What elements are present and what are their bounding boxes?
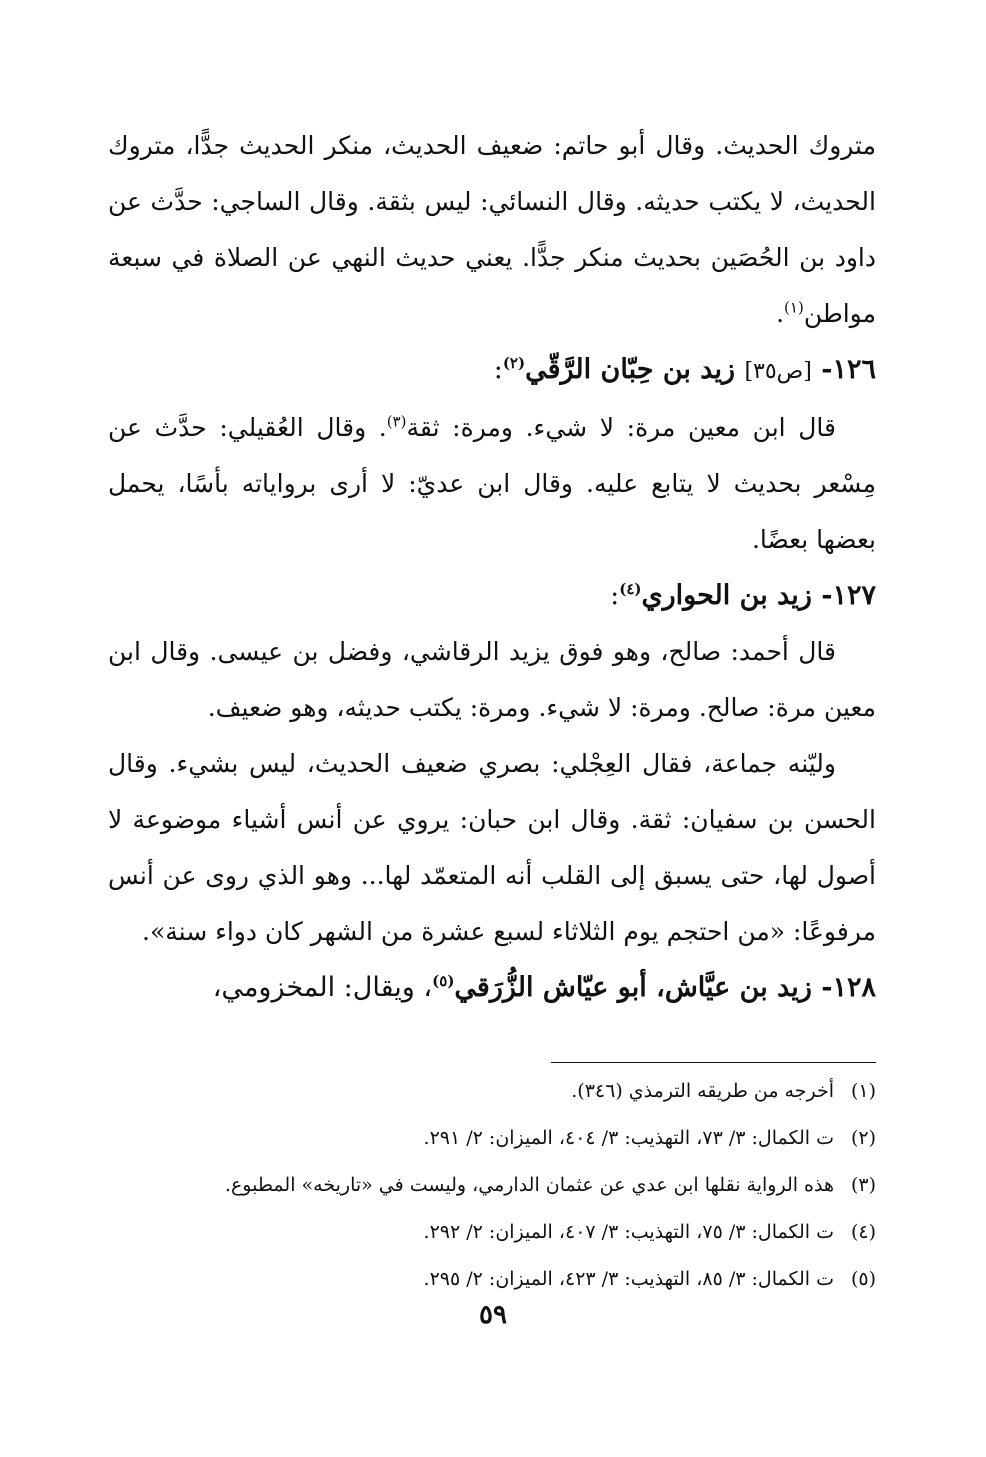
entry-126-number: ١٢٦- bbox=[821, 354, 876, 385]
entry-128-tail: ، ويقال: المخزومي، bbox=[212, 972, 433, 1003]
page-number: ٥٩ bbox=[479, 1300, 507, 1330]
footnote-ref-1: (١) bbox=[784, 298, 804, 317]
entry-126-page-ref: [ص٣٥] bbox=[744, 359, 812, 384]
entry-127-number: ١٢٧- bbox=[821, 580, 876, 611]
footnote-text: أخرجه من طريقه الترمذي (٣٤٦). bbox=[571, 1080, 834, 1102]
paragraph-3: قال أحمد: صالح، وهو فوق يزيد الرقاشي، وفضل بن عيسى. وقال ابن معين مرة: صالح. ومرة: لا شيء. ومرة: يكتب حديثه، وهو ضعيف. bbox=[108, 637, 876, 722]
entry-126-name: زيد بن حِبّان الرَّقّي bbox=[525, 354, 736, 385]
footnote-number: (٥) bbox=[850, 1268, 876, 1290]
footnote-number: (١) bbox=[850, 1080, 876, 1102]
footnote-1 bbox=[108, 1068, 876, 1115]
footnote-5 bbox=[108, 1256, 876, 1303]
paragraph-2-text-a: قال ابن معين مرة: لا شيء. ومرة: ثقة bbox=[406, 413, 836, 442]
paragraph-1 bbox=[108, 118, 876, 342]
entry-127-name: زيد بن الحواري bbox=[641, 580, 812, 611]
footnotes bbox=[108, 1068, 876, 1303]
paragraph-2-text-b: . وقال العُقيلي: حدَّث عن مِسْعر بحديث لا يتابع عليه. وقال ابن عديّ: لا أرى برواياته بأسًا، يحمل بعضها بعضًا. bbox=[108, 413, 876, 554]
entry-126-heading bbox=[108, 342, 876, 400]
paragraph-2 bbox=[108, 400, 876, 568]
footnote-number: (٣) bbox=[850, 1174, 876, 1196]
footnote-ref-2: (٢) bbox=[502, 354, 526, 372]
footnote-number: (٤) bbox=[850, 1221, 876, 1243]
footnote-3 bbox=[108, 1162, 876, 1209]
footnote-separator bbox=[551, 1062, 876, 1063]
entry-126-end: : bbox=[493, 354, 503, 385]
footnote-ref-3: (٣) bbox=[386, 412, 407, 431]
entry-128-heading bbox=[108, 960, 876, 1016]
entry-127-end: : bbox=[610, 580, 620, 611]
footnote-2 bbox=[108, 1115, 876, 1162]
footnote-ref-4: (٤) bbox=[619, 580, 642, 598]
paragraph-1-end: . bbox=[776, 299, 785, 328]
main-text bbox=[108, 118, 876, 1016]
footnote-text: هذه الرواية نقلها ابن عدي عن عثمان الدارمي، وليست في «تاريخه» المطبوع. bbox=[224, 1174, 834, 1196]
entry-128-name: زيد بن عيَّاش، أبو عيّاش الزُّرَقي bbox=[454, 972, 812, 1003]
footnote-number: (٢) bbox=[850, 1127, 876, 1149]
footnote-4 bbox=[108, 1209, 876, 1256]
footnote-ref-5: (٥) bbox=[432, 972, 455, 990]
footnote-text: ت الكمال: ٣/ ٧٥، التهذيب: ٣/ ٤٠٧، الميزان: ٢/ ٢٩٢. bbox=[423, 1221, 834, 1243]
paragraph-1-text: متروك الحديث. وقال أبو حاتم: ضعيف الحديث، منكر الحديث جدًّا، متروك الحديث، لا يكتب حديثه. وقال النسائي: ليس بثقة. وقال الساجي: حدَّث عن داود بن الحُصَين بحديث منكر جدًّا. يعني حديث النهي عن الصلاة في سبعة مواطن bbox=[108, 131, 876, 328]
paragraph-4: وليّنه جماعة، فقال العِجْلي: بصري ضعيف الحديث، ليس بشيء. وقال الحسن بن سفيان: ثقة. وقال ابن حبان: يروي عن أنس أشياء موضوعة لا أصول لها، حتى يسبق إلى القلب أنه المتعمّد لها... وهو الذي روى عن أنس مرفوعًا: «من احتجم يوم الثلاثاء لسبع عشرة من الشهر كان دواء سنة». bbox=[108, 749, 876, 946]
entry-128-number: ١٢٨- bbox=[821, 972, 876, 1003]
footnote-text: ت الكمال: ٣/ ٨٥، التهذيب: ٣/ ٤٢٣، الميزان: ٢/ ٢٩٥. bbox=[423, 1268, 834, 1290]
footnote-text: ت الكمال: ٣/ ٧٣، التهذيب: ٣/ ٤٠٤، الميزان: ٢/ ٢٩١. bbox=[423, 1127, 834, 1149]
entry-127-heading bbox=[108, 568, 876, 624]
